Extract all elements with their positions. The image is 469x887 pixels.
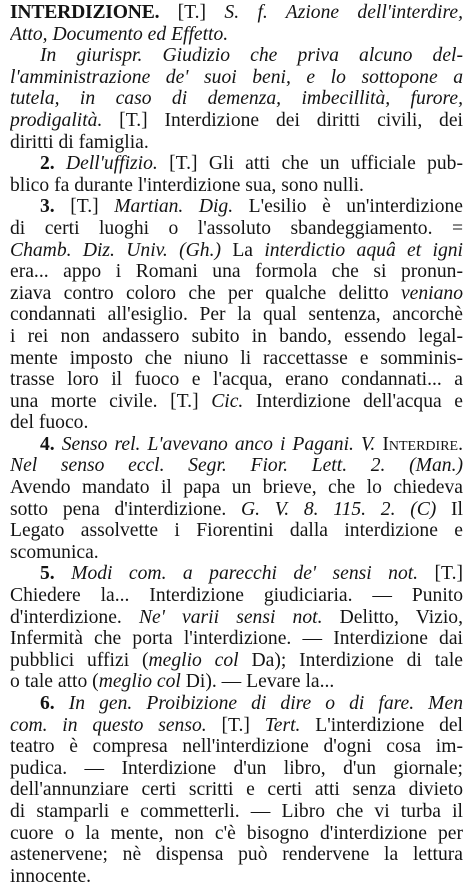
entry-line-15: condannati all'esiglio. Per la qual sentenza, ancorchè <box>10 304 463 326</box>
entry-line-30: pubblici uffizi (meglio col Da); Interdizione di tale <box>10 649 463 671</box>
entry-line-37: di stamparli e commetterli. — Libro che vi turba il <box>10 800 463 822</box>
entry-line-36: dell'annunziare certi scritti e certi atti senza divieto <box>10 779 463 801</box>
entry-line-22: Avendo mandato il papa un brieve, che lo chiedeva <box>10 477 463 499</box>
entry-line-25: scomunica. <box>10 541 99 563</box>
entry-line-19: una morte civile. [T.] Cic. Interdizione dell'acqua e <box>10 390 463 412</box>
entry-line-4: l'amministrazione de' suoi beni, e lo sottopone a <box>10 66 463 88</box>
entry-line-27: Chiedere la... Interdizione giudiciaria. — Punito <box>10 585 463 607</box>
entry-line-34: teatro è compresa nell'interdizione d'ogni cosa im- <box>10 736 463 758</box>
entry-line-17: mente imposto che niuno li raccettasse e somminis- <box>10 347 463 369</box>
entry-line-2: Atto, Documento ed Effetto. <box>10 23 229 45</box>
entry-line-13: era... appo i Romani una formola che si pronun- <box>10 261 463 283</box>
sense-number-4: 4. <box>40 433 55 455</box>
entry-line-39: astenervene; nè dispensa può rendervene la lettura <box>10 844 463 866</box>
entry-line-31: o tale atto (meglio col Di). — Levare la... <box>10 671 335 693</box>
entry-line-35: pudica. — Interdizione d'un libro, d'un giornale; <box>10 757 463 779</box>
entry-line-6: prodigalità. [T.] Interdizione dei diritti civili, dei <box>10 109 463 131</box>
entry-line-21b: Nel senso eccl. Segr. Fior. Lett. 2. (Man.) <box>10 455 463 477</box>
entry-line-23: sotto pena d'interdizione. G. V. 8. 115. 2. (C) Il <box>10 498 463 520</box>
entry-line-32: 6. In gen. Proibizione di dire o di fare. Men <box>40 693 463 714</box>
entry-line-20: del fuoco. <box>10 412 89 434</box>
entry-line-11: di certi luoghi o l'assoluto sbandeggiamento. = <box>10 217 463 239</box>
entry-line-38: cuore o la mente, non c'è bisogno d'interdizione per <box>10 822 463 844</box>
sense-number-2: 2. <box>40 153 55 175</box>
entry-line-1: INTERDIZIONE. [T.] S. f. Azione dell'interdire, <box>10 2 463 23</box>
entry-line-8: 2. Dell'uffizio. [T.] Gli atti che un ufficiale pub- <box>40 153 463 175</box>
entry-line-12: Chamb. Diz. Univ. (Gh.) La interdictio aquâ et igni <box>10 239 463 261</box>
sense-number-3: 3. <box>40 196 55 218</box>
entry-line-18: trasse loro il fuoco e l'acqua, erano condannati... a <box>10 369 463 391</box>
entry-line-9: blico fa durante l'interdizione sua, sono nulli. <box>10 174 364 196</box>
entry-line-21a: 4. Senso rel. L'avevano anco i Pagani. V. Interdire. <box>40 433 463 455</box>
entry-line-16: i rei non andassero subito in bando, essendo legal- <box>10 325 463 347</box>
sense-number-6: 6. <box>40 693 55 714</box>
entry-line-5: tutela, in caso di demenza, imbecillità, furore, <box>10 88 463 110</box>
entry-line-40: innocente. <box>10 865 92 887</box>
entry-line-10: 3. [T.] Martian. Dig. L'esilio è un'interdizione <box>40 196 463 218</box>
entry-line-33: com. in questo senso. [T.] Tert. L'interdizione del <box>10 714 463 736</box>
cross-reference: Interdire. <box>375 433 463 455</box>
headword: INTERDIZIONE. <box>10 2 160 23</box>
entry-line-7: diritti di famiglia. <box>10 131 149 153</box>
entry-line-24: Legato assolvette i Fiorentini dalla interdizione e <box>10 520 463 542</box>
entry-line-28: d'interdizione. Ne' varii sensi not. Delitto, Vizio, <box>10 606 463 628</box>
entry-line-26: 5. Modi com. a parecchi de' sensi not. [T.] <box>40 563 463 585</box>
sense-number-5: 5. <box>40 563 55 585</box>
entry-line-3: In giurispr. Giudizio che priva alcuno del- <box>40 45 463 67</box>
entry-line-14: ziava contro coloro che per qualche delitto veniano <box>10 282 463 304</box>
entry-line-29: Infermità che porta l'interdizione. — Interdizione dai <box>10 628 463 650</box>
